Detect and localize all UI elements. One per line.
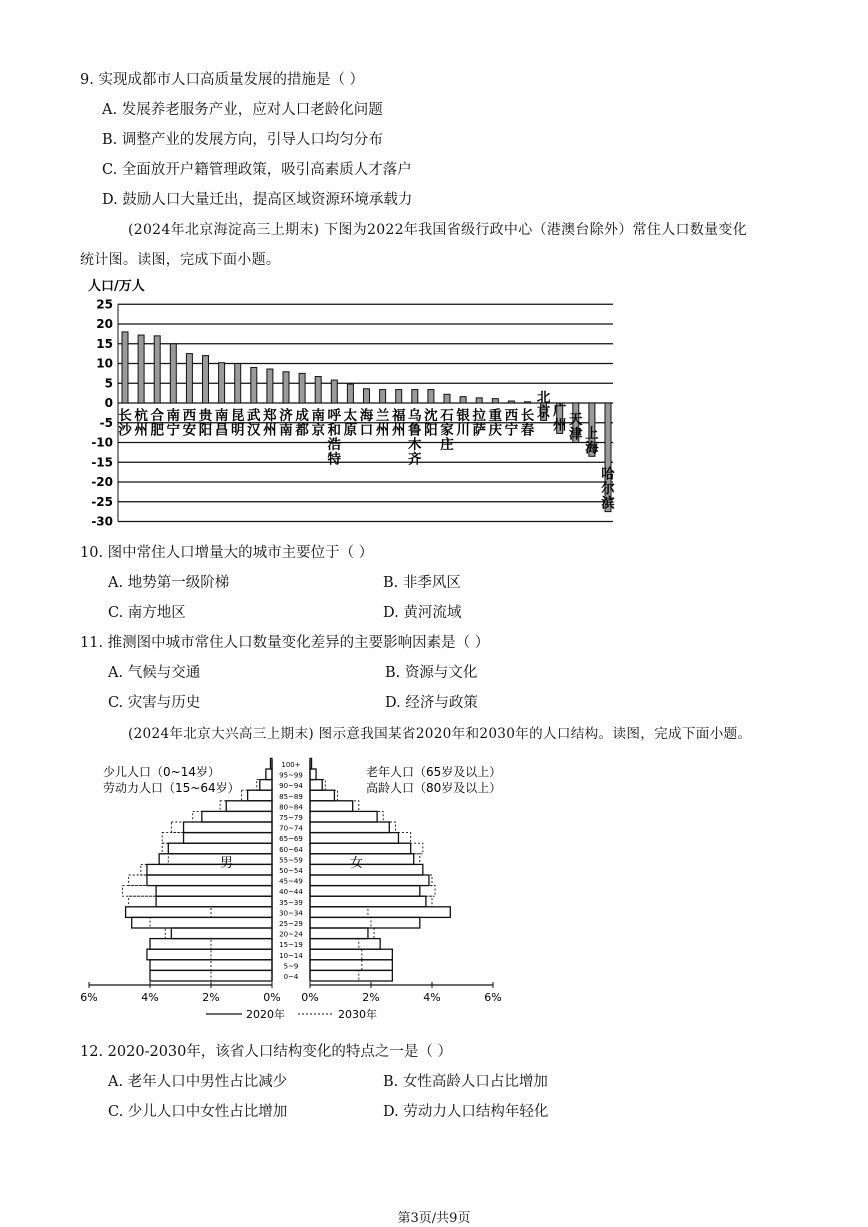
q12-option-c: C. 少儿人口中女性占比增加 [108,1104,288,1120]
bar-2030 [310,875,432,886]
bar-2020 [168,843,272,854]
bar-2020 [310,801,353,812]
population-change-bar-chart [0,270,868,535]
bar [460,397,466,403]
bar-2020 [266,769,272,780]
x-tick-label: 4% [423,991,441,1004]
age-group-label: 85~89 [279,792,303,801]
bar-2020 [310,970,392,981]
bar-2020 [156,896,272,907]
bar-2020 [202,811,272,822]
bar-2030 [310,960,362,971]
city-label: 呼和浩特 [327,408,342,468]
bar-2030 [310,833,411,844]
y-tick-label: -15 [91,455,113,470]
x-tick-label: 4% [141,991,159,1004]
city-label: 合肥 [150,408,164,439]
bar-2030 [310,843,423,854]
city-label: 成都 [295,408,309,439]
female-label: 女 [350,856,364,871]
age-group-label: 40~44 [279,888,303,897]
q9-option-b: B. 调整产业的发展方向，引导人口均匀分布 [102,132,383,148]
bar-2020 [147,875,272,886]
y-axis-label: 人口/万人 [88,279,145,294]
q10-option-d: D. 黄河流域 [383,605,462,621]
bar-2030 [266,769,272,780]
city-label: 福州 [391,408,406,439]
bar-2020 [226,801,272,812]
city-label: 石家庄 [440,408,454,453]
y-tick-label: 10 [96,356,113,371]
city-label: 广州 [552,402,567,434]
city-label: 沈阳 [424,408,438,439]
y-tick-label: -10 [91,435,113,450]
bar [364,389,370,403]
city-label: 武汉 [247,408,261,439]
bar [219,363,225,403]
bar-2020 [310,928,368,939]
bar-2020 [310,769,316,780]
q9-option-a: A. 发展养老服务产业，应对人口老龄化问题 [102,102,383,118]
bar [331,380,337,403]
bar [299,373,305,403]
y-tick-label: -30 [91,514,113,529]
y-tick-label: -25 [91,494,113,509]
bar-2030 [310,886,435,897]
male-label: 男 [220,856,234,871]
bar [186,354,192,403]
bar-2030 [310,854,420,865]
bar-2020 [126,907,272,918]
legend-label-2030: 2030年 [338,1008,377,1021]
city-label: 济南 [279,408,293,439]
city-label: 南昌 [214,408,229,439]
city-label: 重庆 [488,408,503,439]
bar [283,372,289,403]
bar [525,402,531,403]
bar-2030 [129,875,272,886]
bar-2020 [310,843,411,854]
bar-2030 [310,907,368,918]
bar-2030 [310,939,359,950]
y-tick-label: 20 [96,317,113,331]
bar [396,390,402,403]
bar [492,399,498,403]
annotation-elderly: 老年人口（65岁及以上） [366,765,502,779]
bar-2020 [310,833,398,844]
bar-2020 [310,822,389,833]
city-label: 西安 [182,408,197,439]
age-group-label: 100+ [281,761,301,769]
bar-2030 [165,928,272,939]
bar-2020 [310,758,312,769]
bar-2030 [310,780,325,791]
bar [138,335,144,403]
city-label: 南宁 [166,408,181,439]
bar-2020 [310,811,377,822]
annotation-very-old: 高龄人口（80岁及以上） [366,781,502,795]
bar-2020 [310,917,420,928]
age-group-label: 25~29 [279,920,303,928]
q10-option-b: B. 非季风区 [383,575,461,591]
bar-2030 [211,949,272,960]
age-group-label: 95~99 [279,771,303,780]
bar [154,336,160,403]
bar-2020 [147,864,272,875]
bar-2030 [162,843,272,854]
city-label: 海口 [359,408,374,439]
city-label: 长沙 [118,408,132,439]
q11-option-a: A. 气候与交通 [108,665,201,681]
bar [476,398,482,403]
age-group-label: 20~24 [279,930,303,939]
bar-2020 [147,949,272,960]
y-tick-label: 15 [96,336,113,351]
age-group-label: 50~54 [279,867,303,875]
q12-option-a: A. 老年人口中男性占比减少 [108,1074,288,1090]
x-tick-label: 2% [202,991,220,1004]
x-tick-label: 2% [362,991,380,1004]
bar [251,367,257,403]
age-group-label: 65~69 [279,835,303,844]
city-label: 西宁 [504,408,519,439]
bar-2030 [310,864,423,875]
bar-2020 [260,780,272,791]
city-label: 哈尔滨 [601,466,615,512]
intro1-line1: (2024年北京海淀高三上期末) 下图为2022年我国省级行政中心（港澳台除外）常住人口数量变化 [128,222,748,238]
intro1-line2: 统计图。读图，完成下面小题。 [80,252,281,268]
city-label: 长春 [520,408,535,439]
age-group-label: 60~64 [279,845,303,854]
city-label: 昆明 [230,408,245,439]
bar-2030 [310,896,432,907]
bar [444,394,450,403]
annotation-children: 少儿人口（0~14岁） [103,765,220,779]
bar-2030 [310,949,362,960]
bar-2020 [310,790,334,801]
bar-2030 [310,928,374,939]
q10-option-c: C. 南方地区 [108,605,186,621]
city-label: 贵阳 [198,408,213,439]
x-tick-label: 0% [301,991,319,1004]
bar-2030 [211,939,272,950]
q10-option-a: A. 地势第一级阶梯 [108,575,230,591]
city-label: 天津 [569,412,583,443]
q11-option-d: D. 经济与政策 [385,695,478,711]
bar-2020 [156,886,272,897]
bar-2020 [310,886,420,897]
bar [315,377,321,403]
legend-label-2020: 2020年 [246,1008,285,1021]
bar-2030 [211,907,272,918]
age-group-label: 0~4 [283,973,299,981]
age-group-label: 30~34 [279,909,303,918]
bar-2030 [310,801,359,812]
page-number: 第3页/共9页 [397,1211,471,1226]
bar-2020 [310,960,392,971]
city-label: 上海 [585,425,599,457]
bar-2030 [141,864,272,875]
q10-stem: 10. 图中常住人口增量大的城市主要位于（ ） [80,545,374,561]
age-group-label: 80~84 [279,803,303,812]
bar-2030 [193,811,272,822]
bar [235,364,241,404]
q12-stem: 12. 2020-2030年，该省人口结构变化的特点之一是（ ） [80,1044,452,1060]
bar-2030 [162,833,272,844]
q9-option-d: D. 鼓励人口大量迁出，提高区域资源环境承载力 [102,192,413,208]
bar [170,344,176,403]
bar-2030 [211,960,272,971]
annotation-labor: 劳动力人口（15~64岁） [103,781,240,795]
bar [412,390,418,403]
bar-2030 [171,822,272,833]
bar [347,384,353,403]
q9-stem: 9. 实现成都市人口高质量发展的措施是（ ） [80,72,365,88]
bar-2030 [129,896,272,907]
city-label: 郑州 [263,408,277,439]
bar [508,401,514,403]
bar-2030 [220,801,272,812]
city-label: 南京 [311,408,325,439]
age-group-label: 90~94 [279,782,303,791]
city-label: 太原 [343,408,358,439]
bar-2020 [184,833,272,844]
bar [267,369,273,403]
city-label: 乌鲁木齐 [408,408,422,468]
bar [380,390,386,403]
bar-2020 [310,896,426,907]
age-group-label: 5~9 [283,962,299,971]
bar [203,356,209,403]
y-tick-label: -20 [91,475,113,489]
bar-2020 [310,875,429,886]
age-group-label: 10~14 [279,951,303,960]
bar-2020 [171,928,272,939]
bar-2020 [310,939,380,950]
bar-2020 [310,864,423,875]
bar [428,390,434,403]
q12-option-d: D. 劳动力人口结构年轻化 [383,1104,549,1120]
age-group-label: 75~79 [279,814,303,822]
bar-2030 [310,822,395,833]
bar-2020 [310,949,392,960]
y-tick-label: -5 [99,415,113,430]
age-group-label: 45~49 [279,877,303,886]
age-group-label: 15~19 [279,941,303,950]
bar-2020 [310,780,322,791]
intro2-line1: (2024年北京大兴高三上期末) 图示意我国某省2020年和2030年的人口结构。读图，完成下面小题。 [128,726,752,742]
city-label: 银川 [456,408,470,439]
age-group-label: 55~59 [279,856,303,865]
q12-option-b: B. 女性高龄人口占比增加 [383,1074,548,1090]
bar-2030 [242,790,273,801]
bar-2020 [310,907,450,918]
population-pyramid-chart [0,752,868,1027]
bar-2020 [270,758,272,769]
city-label: 拉萨 [472,408,486,439]
bar-2020 [248,790,272,801]
city-label: 杭州 [134,408,148,439]
q11-option-c: C. 灾害与历史 [108,695,201,711]
y-tick-label: 25 [96,297,113,312]
city-label: 兰州 [375,408,390,439]
age-group-label: 70~74 [279,824,303,833]
bar-2030 [211,970,272,981]
bar-2030 [310,917,371,928]
x-tick-label: 6% [80,991,98,1004]
x-tick-label: 0% [263,991,281,1004]
y-tick-label: 5 [104,376,113,391]
bar-2020 [132,917,272,928]
bar-2020 [159,854,272,865]
bar-2030 [310,790,337,801]
city-label: 北京 [536,389,551,421]
bar-2030 [150,917,272,928]
age-group-label: 35~39 [279,898,303,907]
bar-2030 [257,780,272,791]
x-tick-label: 6% [484,991,502,1004]
y-tick-label: 0 [104,396,113,410]
bar [122,332,128,403]
bar-2030 [123,886,272,897]
q9-option-c: C. 全面放开户籍管理政策，吸引高素质人才落户 [102,162,412,178]
q11-option-b: B. 资源与文化 [385,665,478,681]
bar-2030 [310,769,316,780]
q11-stem: 11. 推测图中城市常住人口数量变化差异的主要影响因素是（ ） [80,635,490,651]
bar-2030 [310,811,383,822]
bar-2030 [310,970,359,981]
bar-2020 [184,822,272,833]
